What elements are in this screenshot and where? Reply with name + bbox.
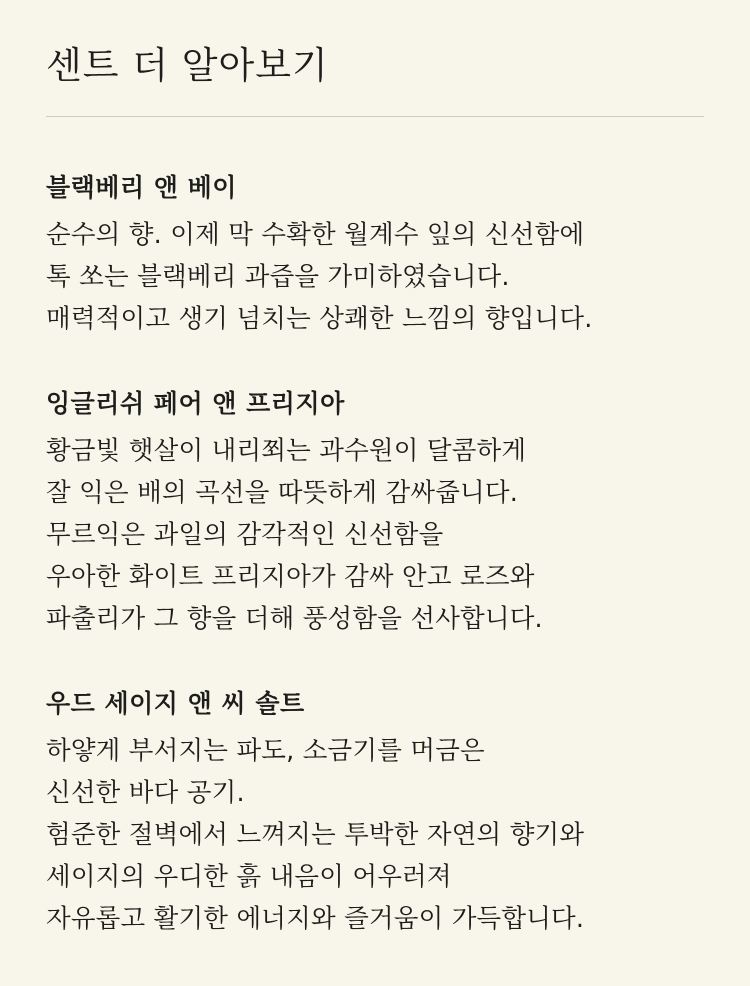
description-line: 우아한 화이트 프리지아가 감싸 안고 로즈와 bbox=[46, 562, 535, 592]
page-title: 센트 더 알아보기 bbox=[46, 44, 329, 87]
section-description bbox=[46, 730, 710, 940]
description-line: 황금빛 햇살이 내리쬐는 과수원이 달콤하게 bbox=[46, 436, 527, 466]
description-line: 톡 쏘는 블랙베리 과즙을 가미하였습니다. bbox=[46, 262, 510, 292]
section-heading: 잉글리쉬 페어 앤 프리지아 bbox=[46, 389, 345, 418]
scent-section-blackberry-bay bbox=[46, 170, 710, 340]
section-description bbox=[46, 214, 710, 340]
description-line: 세이지의 우디한 흙 내음이 어우러져 bbox=[46, 862, 452, 892]
description-line: 무르익은 과일의 감각적인 신선함을 bbox=[46, 520, 444, 550]
description-line: 험준한 절벽에서 느껴지는 투박한 자연의 향기와 bbox=[46, 820, 585, 850]
description-line: 순수의 향. 이제 막 수확한 월계수 잎의 신선함에 bbox=[46, 220, 585, 250]
title-divider bbox=[46, 116, 704, 117]
description-line: 신선한 바다 공기. bbox=[46, 778, 245, 808]
section-heading: 블랙베리 앤 베이 bbox=[46, 173, 237, 202]
description-line: 매력적이고 생기 넘치는 상쾌한 느낌의 향입니다. bbox=[46, 304, 593, 334]
scent-section-wood-sage-sea-salt bbox=[46, 686, 710, 940]
section-heading: 우드 세이지 앤 씨 솔트 bbox=[46, 689, 305, 718]
description-line: 잘 익은 배의 곡선을 따뜻하게 감싸줍니다. bbox=[46, 478, 518, 508]
description-line: 파출리가 그 향을 더해 풍성함을 선사합니다. bbox=[46, 604, 543, 634]
description-line: 하얗게 부서지는 파도, 소금기를 머금은 bbox=[46, 736, 485, 766]
section-description bbox=[46, 430, 710, 640]
description-line: 자유롭고 활기한 에너지와 즐거움이 가득합니다. bbox=[46, 904, 585, 934]
scent-section-english-pear-freesia bbox=[46, 386, 710, 640]
